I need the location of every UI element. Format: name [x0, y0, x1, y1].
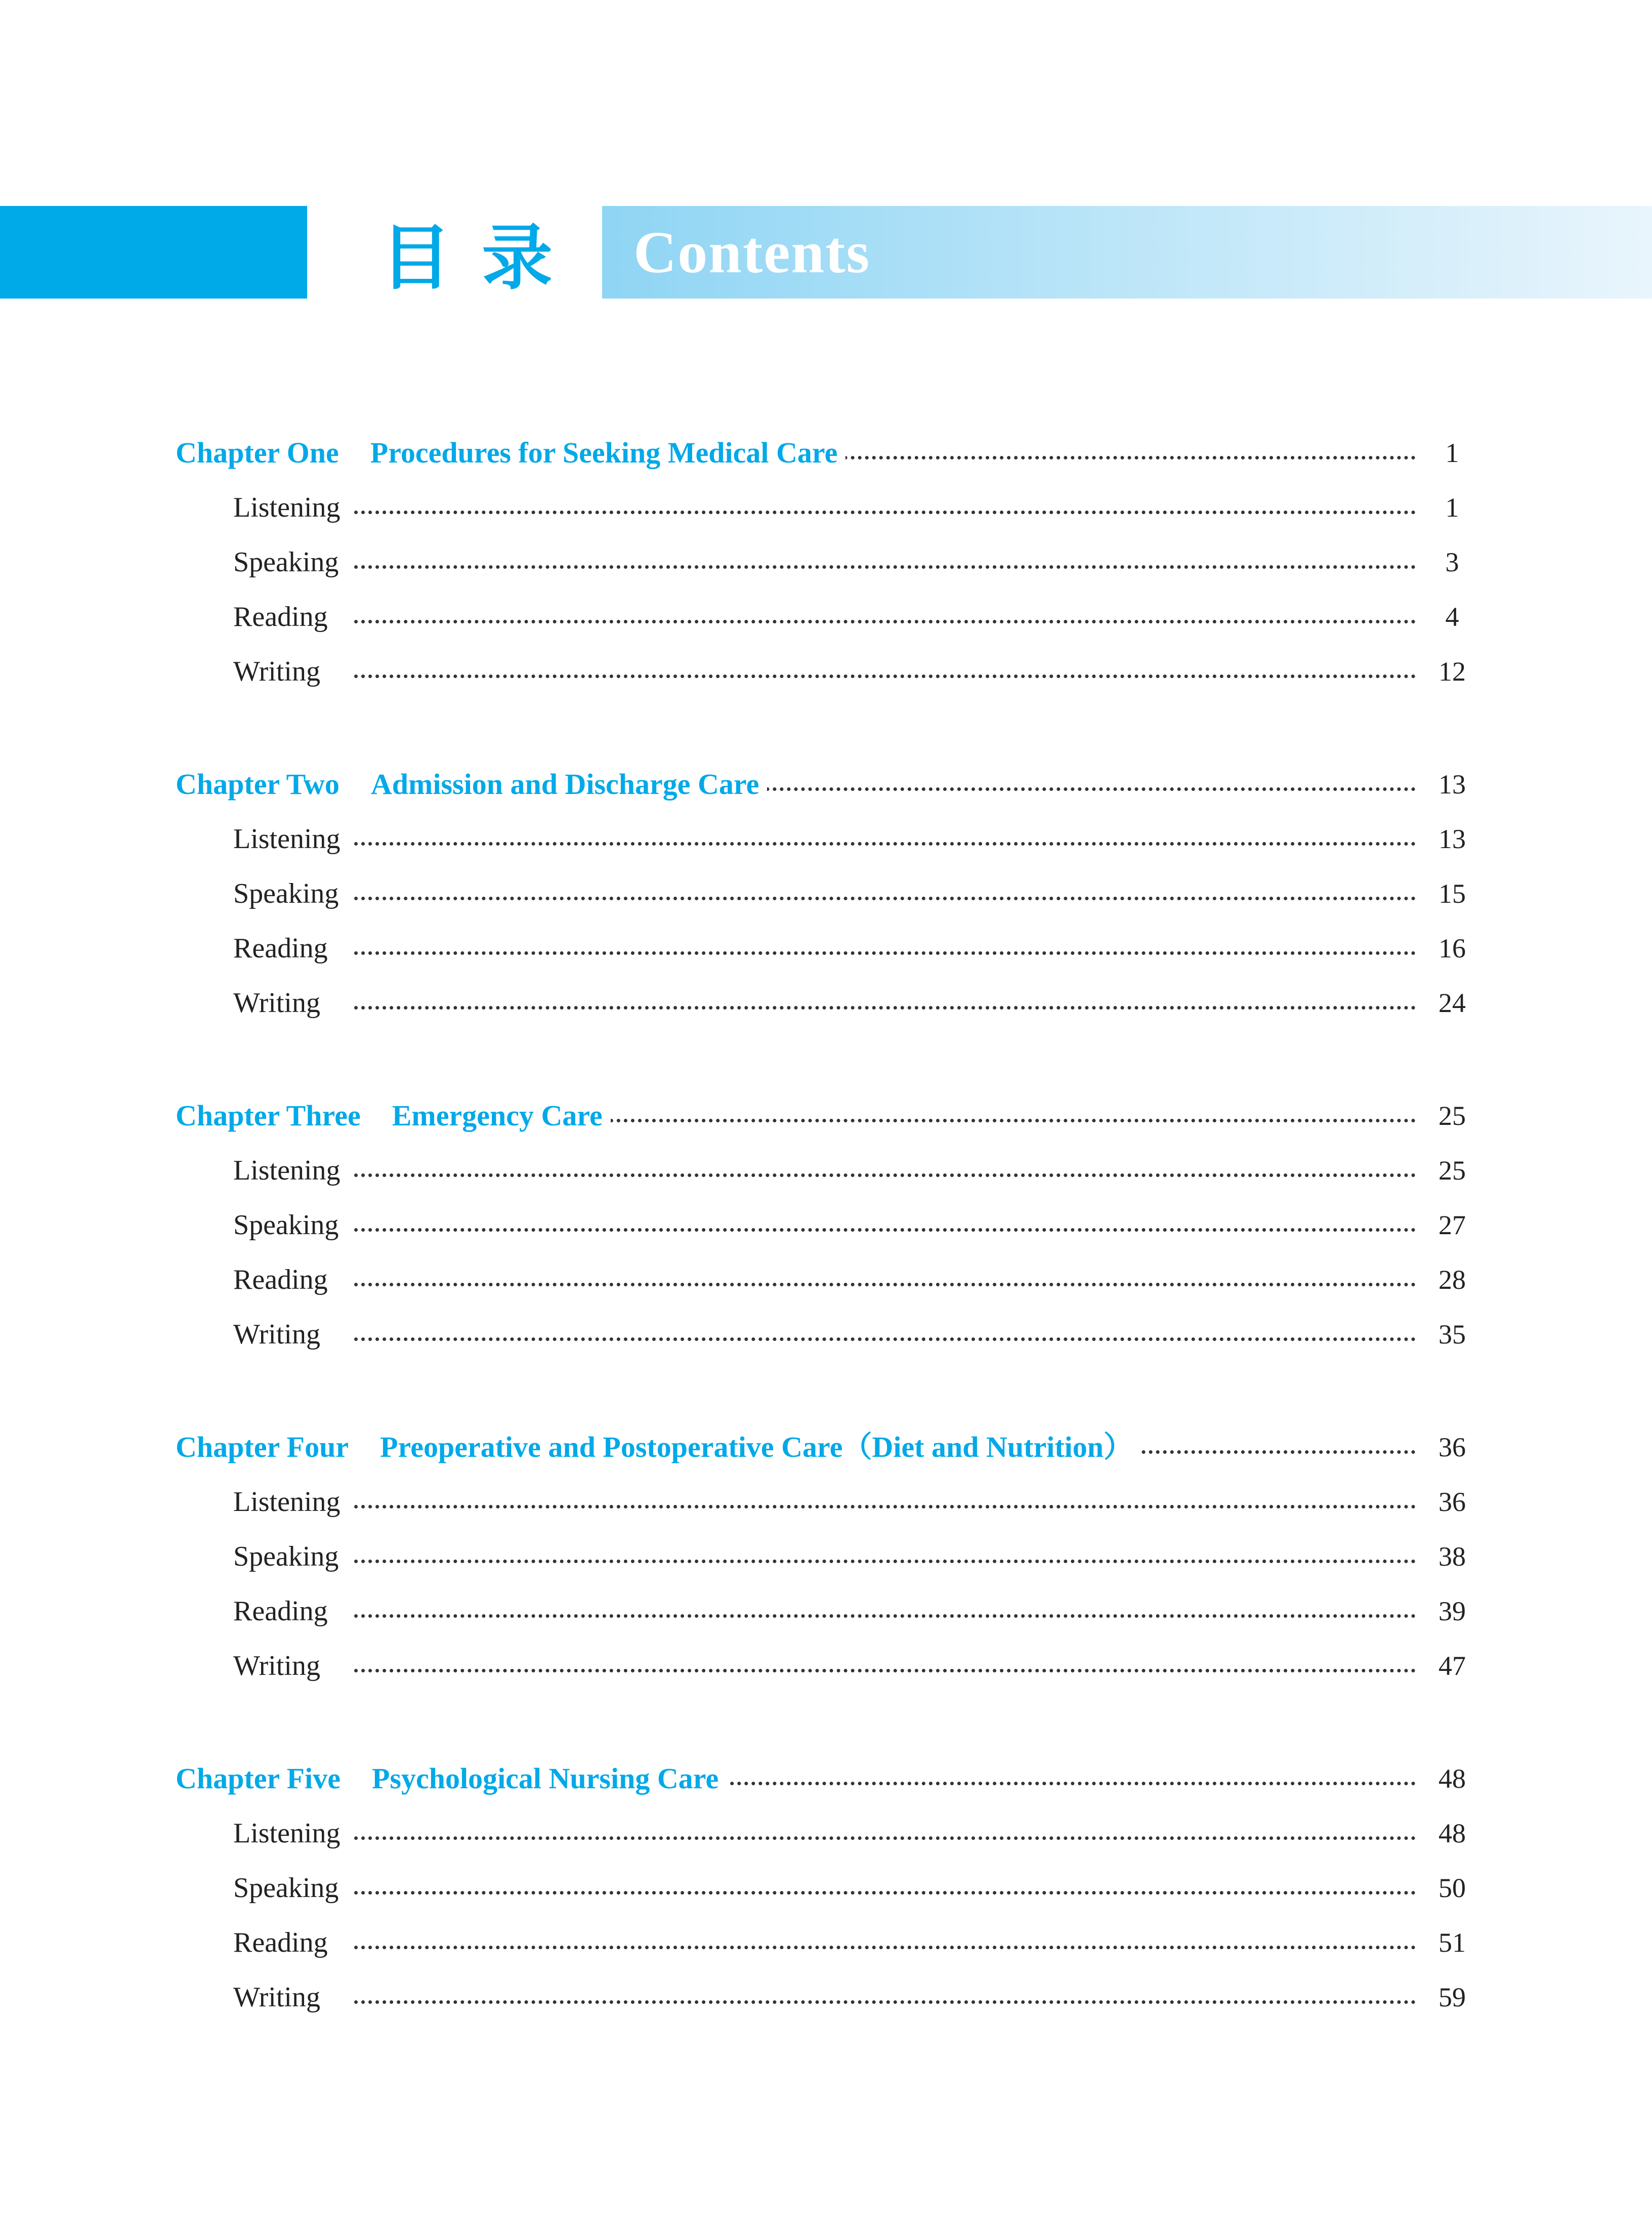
- page-number: 3: [1445, 547, 1459, 577]
- page-number: 59: [1438, 1982, 1466, 2012]
- section-title: Speaking: [233, 871, 347, 916]
- section-title: Reading: [233, 926, 336, 971]
- page-number: 51: [1438, 1927, 1466, 1958]
- page-number: 13: [1438, 769, 1466, 800]
- dot-leader: [354, 964, 1416, 1010]
- section-title: Writing: [233, 649, 328, 694]
- page-number: 48: [1438, 1818, 1466, 1849]
- page-number: 50: [1438, 1873, 1466, 1903]
- dot-leader: [354, 1904, 1416, 1949]
- toc-section-row[interactable]: [0, 1312, 1652, 1357]
- header-title-zh: 目录: [380, 217, 583, 300]
- section-title: Listening: [233, 816, 349, 862]
- section-title: Speaking: [233, 1202, 347, 1248]
- page-number: 28: [1438, 1265, 1466, 1295]
- section-title: Listening: [233, 1811, 349, 1856]
- toc-section-row[interactable]: [0, 1643, 1652, 1689]
- section-title: Reading: [233, 1257, 336, 1303]
- chapter-number: Chapter Four: [176, 1431, 349, 1463]
- dot-leader: [354, 1241, 1416, 1286]
- chapter-title: Psychological Nursing Care: [371, 1762, 719, 1795]
- section-title: Listening: [233, 1148, 349, 1193]
- section-title: Writing: [233, 1975, 328, 2020]
- section-title: Writing: [233, 1312, 328, 1357]
- toc-section-row[interactable]: [0, 649, 1652, 694]
- chapter-number: Chapter Two: [176, 768, 340, 801]
- page-number: 36: [1438, 1487, 1466, 1517]
- dot-leader: [354, 1186, 1416, 1232]
- dot-leader: [354, 909, 1416, 955]
- section-title: Writing: [233, 980, 328, 1026]
- section-title: Speaking: [233, 1865, 347, 1911]
- page-number: 25: [1438, 1155, 1466, 1186]
- toc-section-row[interactable]: [0, 980, 1652, 1026]
- section-title: Writing: [233, 1643, 328, 1689]
- chapter-title: Admission and Discharge Care: [370, 768, 759, 801]
- page-number: 1: [1445, 492, 1459, 523]
- chapter-number: Chapter Five: [176, 1762, 341, 1795]
- chapter-title: Emergency Care: [392, 1099, 603, 1132]
- dot-leader: [354, 1958, 1416, 2004]
- dot-leader: [354, 469, 1416, 514]
- section-title: Reading: [233, 1920, 336, 1965]
- dot-leader: [354, 855, 1416, 900]
- dot-leader: [354, 1794, 1416, 1840]
- section-title: Listening: [233, 485, 349, 530]
- page-number: 4: [1445, 602, 1459, 632]
- page-number: 25: [1438, 1101, 1466, 1131]
- dot-leader: [354, 1463, 1416, 1508]
- page-number: 36: [1438, 1432, 1466, 1462]
- page-number: 24: [1438, 988, 1466, 1018]
- page-number: 48: [1438, 1763, 1466, 1794]
- toc-section-row[interactable]: [0, 1975, 1652, 2020]
- header-title-en: Contents: [633, 219, 871, 285]
- dot-leader: [354, 800, 1416, 846]
- dot-leader: [354, 1572, 1416, 1618]
- dot-leader: [354, 1627, 1416, 1672]
- page-number: 1: [1445, 438, 1459, 468]
- page-number: 47: [1438, 1651, 1466, 1681]
- dot-leader: [354, 1518, 1416, 1563]
- section-title: Reading: [233, 1588, 336, 1634]
- chapter-number: Chapter Three: [176, 1099, 361, 1132]
- chapter-title: Procedures for Seeking Medical Care: [370, 436, 838, 469]
- dot-leader: [354, 1131, 1416, 1177]
- dot-leader: [354, 1295, 1416, 1341]
- page-number: 35: [1438, 1319, 1466, 1350]
- page-number: 15: [1438, 878, 1466, 909]
- page-number: 38: [1438, 1541, 1466, 1572]
- chapter-title: Preoperative and Postoperative Care（Diet and Nutrition）: [380, 1431, 1133, 1463]
- page-number: 39: [1438, 1596, 1466, 1626]
- page-number: 27: [1438, 1210, 1466, 1240]
- page-number: 12: [1438, 656, 1466, 687]
- section-title: Reading: [233, 594, 336, 640]
- dot-leader: [354, 523, 1416, 569]
- dot-leader: [354, 1849, 1416, 1895]
- chapter-number: Chapter One: [176, 436, 339, 469]
- section-title: Listening: [233, 1479, 349, 1525]
- page-number: 13: [1438, 824, 1466, 854]
- section-title: Speaking: [233, 539, 347, 585]
- section-title: Speaking: [233, 1534, 347, 1579]
- dot-leader: [354, 633, 1416, 678]
- dot-leader: [354, 578, 1416, 623]
- page-number: 16: [1438, 933, 1466, 963]
